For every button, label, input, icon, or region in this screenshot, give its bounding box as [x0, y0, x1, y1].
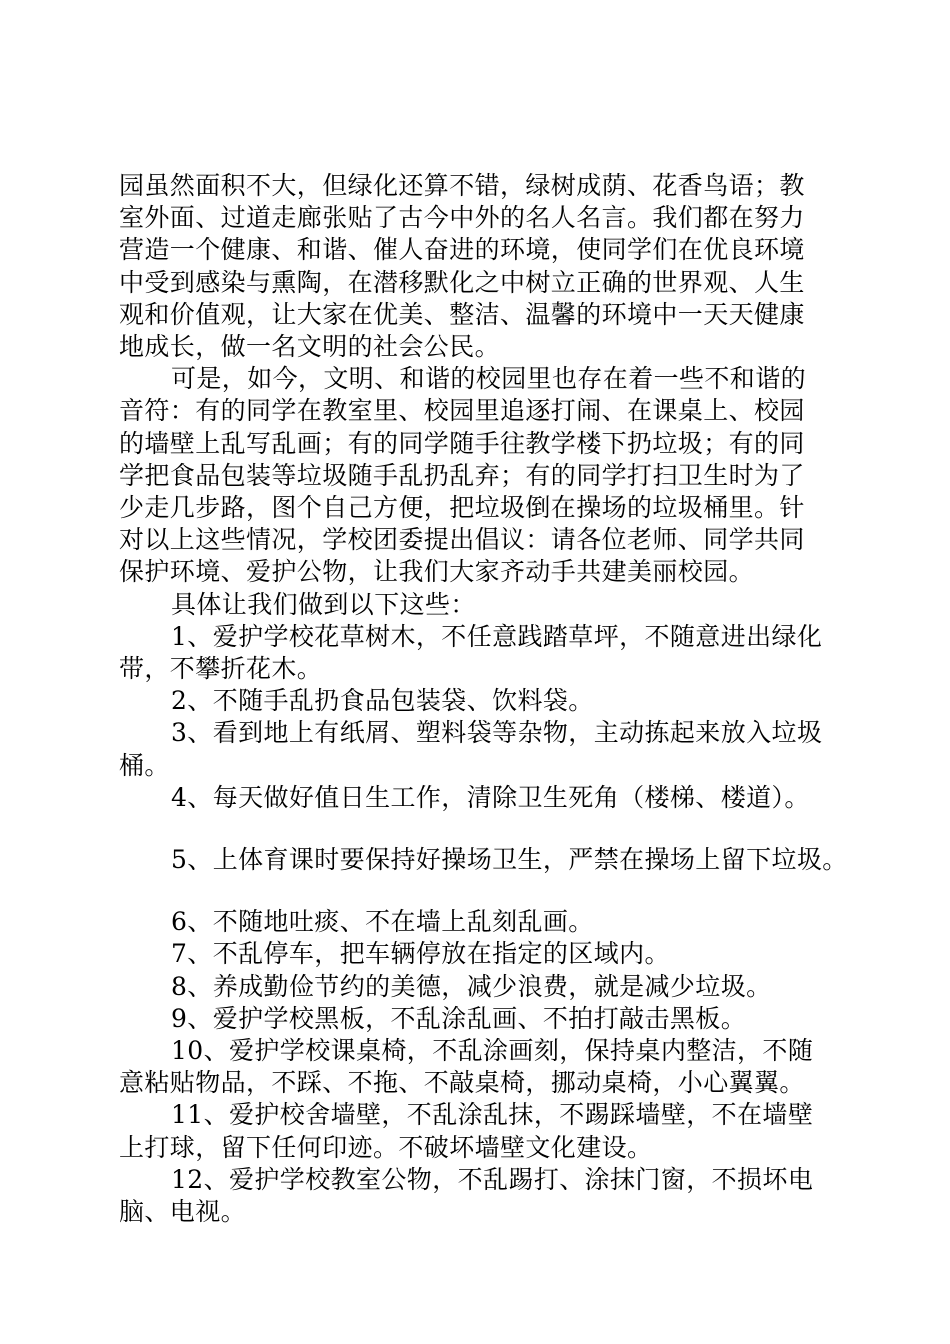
paragraph-problems: [119, 363, 835, 588]
paragraph-environment: [119, 170, 835, 363]
list-item: [119, 1099, 835, 1163]
list-item-line: 6、不随地吐痰、不在墙上乱刻乱画。: [171, 907, 594, 937]
list-item: [119, 717, 835, 781]
list-item-line: 带，不攀折花木。: [119, 654, 323, 684]
text-line: 的墙壁上乱写乱画；有的同学随手往教学楼下扔垃圾；有的同: [119, 428, 805, 458]
list-item: [119, 782, 835, 814]
document-body: [119, 170, 848, 1228]
text-line: 园虽然面积不大，但绿化还算不错，绿树成荫、花香鸟语；教: [119, 171, 805, 200]
list-item-line: 3、看到地上有纸屑、塑料袋等杂物，主动拣起来放入垃圾: [171, 718, 823, 748]
list-item: [119, 971, 835, 1003]
list-item: [119, 938, 835, 970]
list-intro: 具体让我们做到以下这些：: [171, 589, 476, 619]
list-item-line: 桶。: [119, 750, 170, 780]
list-item: [119, 844, 848, 876]
list-item: [119, 1003, 835, 1035]
list-item: [119, 906, 835, 938]
text-line: 学把食品包装等垃圾随手乱扔乱弃；有的同学打扫卫生时为了: [119, 460, 805, 490]
list-item-line: 5、上体育课时要保持好操场卫生，严禁在操场上留下垃圾。: [171, 845, 848, 875]
text-line: 营造一个健康、和谐、催人奋进的环境，使同学们在优良环境: [119, 235, 805, 265]
text-line: 保护环境、爱护公物，让我们大家齐动手共建美丽校园。: [119, 557, 755, 587]
text-line: 观和价值观，让大家在优美、整洁、温馨的环境中一天天健康: [119, 299, 805, 329]
list-item-line: 8、养成勤俭节约的美德，减少浪费，就是减少垃圾。: [171, 971, 772, 1001]
list-item: [119, 1164, 835, 1228]
text-line: 对以上这些情况，学校团委提出倡议：请各位老师、同学共同: [119, 525, 805, 555]
proposal-list: [119, 621, 848, 1228]
list-item: [119, 685, 835, 717]
list-item-line: 12、爱护学校教室公物，不乱踢打、涂抹门窗，不损坏电: [171, 1164, 814, 1194]
text-line: 可是，如今，文明、和谐的校园里也存在着一些不和谐的: [171, 364, 807, 394]
list-item-line: 1、爱护学校花草树木，不任意践踏草坪，不随意进出绿化: [171, 621, 823, 651]
list-item-line: 11、爱护校舍墙壁，不乱涂乱抹，不踢踩墙壁，不在墙壁: [171, 1100, 814, 1130]
list-item-line: 意粘贴物品，不踩、不拖、不敲桌椅，挪动桌椅，小心翼翼。: [119, 1068, 805, 1098]
list-item-line: 2、不随手乱扔食品包装袋、饮料袋。: [171, 686, 594, 716]
text-line: 地成长，做一名文明的社会公民。: [119, 332, 501, 362]
list-item-line: 脑、电视。: [119, 1197, 247, 1227]
list-item-line: 9、爱护学校黑板，不乱涂乱画、不拍打敲击黑板。: [171, 1003, 747, 1033]
list-item-line: 上打球，留下任何印迹。不破坏墙壁文化建设。: [119, 1132, 653, 1162]
list-item: [119, 1035, 835, 1099]
text-line: 中受到感染与熏陶，在潜移默化之中树立正确的世界观、人生: [119, 267, 805, 297]
list-item-line: 4、每天做好值日生工作，清除卫生死角（楼梯、楼道）。: [171, 782, 810, 812]
list-item-line: 7、不乱停车，把车辆停放在指定的区域内。: [171, 939, 670, 969]
list-item: [119, 621, 835, 685]
list-item-line: 10、爱护学校课桌椅，不乱涂画刻，保持桌内整洁，不随: [171, 1036, 814, 1066]
text-line: 音符：有的同学在教室里、校园里追逐打闹、在课桌上、校园: [119, 396, 805, 426]
text-line: 室外面、过道走廊张贴了古今中外的名人名言。我们都在努力: [119, 203, 805, 233]
text-line: 少走几步路，图个自己方便，把垃圾倒在操场的垃圾桶里。针: [119, 493, 805, 523]
